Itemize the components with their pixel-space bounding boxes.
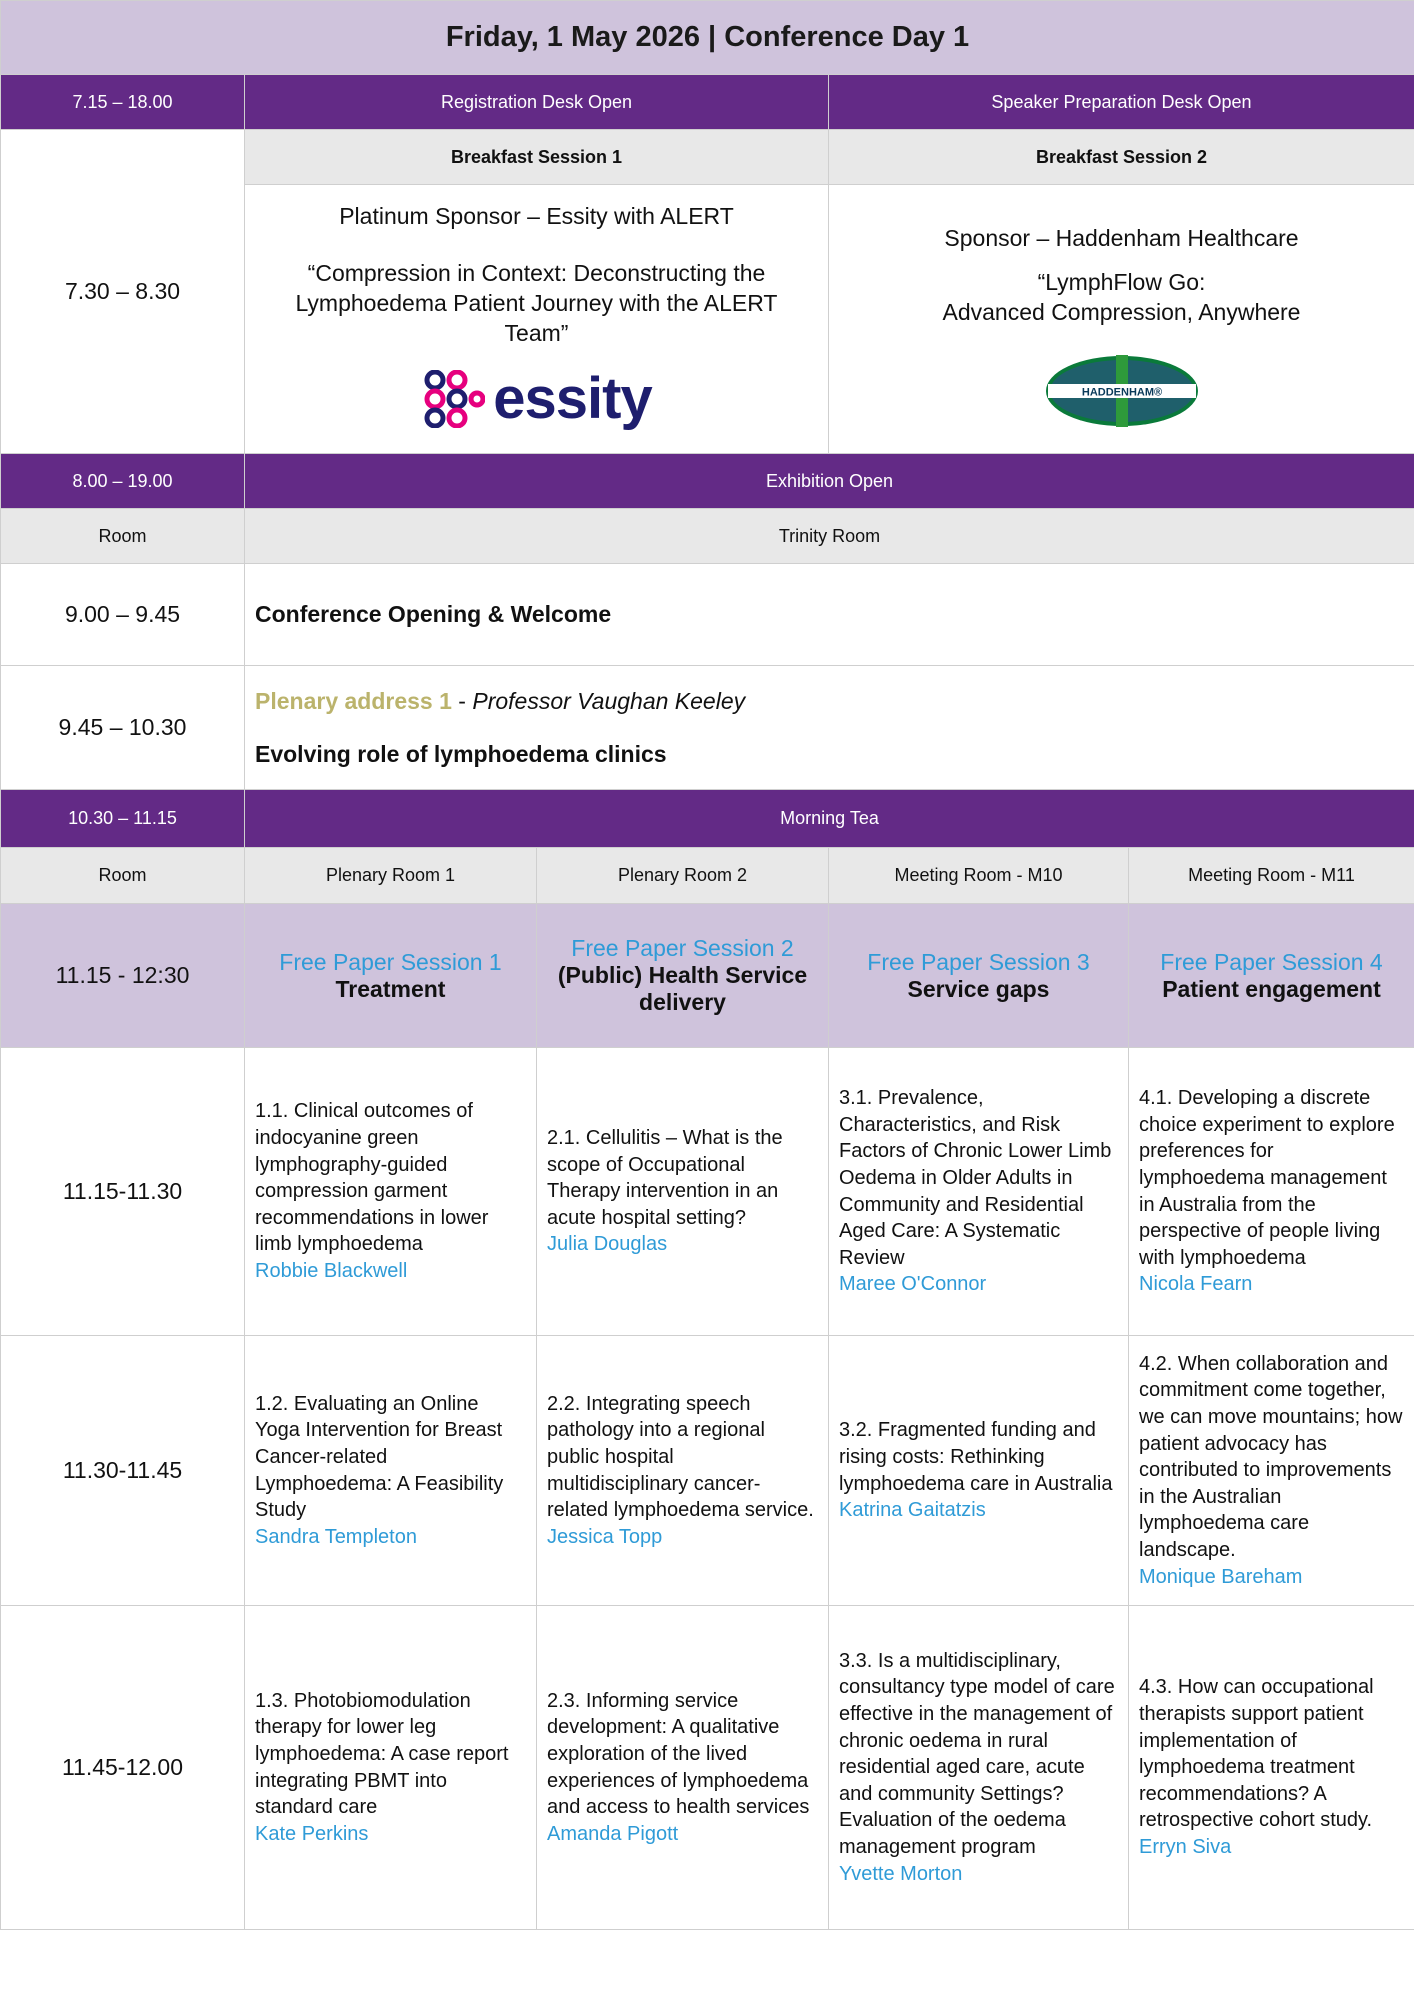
paper-title: 3.2. Fragmented funding and rising costs: Rethinking lymphoedema care in Australia (839, 1419, 1113, 1495)
paper-4-1 (1129, 1048, 1414, 1336)
paper-author: Erryn Siva (1139, 1835, 1232, 1858)
slot-row-3 (1, 1606, 1414, 1930)
paper-author: Jessica Topp (547, 1525, 663, 1548)
session-3-name: Free Paper Session 3 (867, 948, 1090, 975)
haddenham-talk-line1: “LymphFlow Go: (1037, 269, 1206, 296)
essity-logo-text: essity (493, 366, 652, 432)
registration-desk: Registration Desk Open (245, 75, 829, 130)
session-4 (1129, 904, 1414, 1048)
room-row-1 (1, 509, 1414, 564)
paper-title: 3.3. Is a multidisciplinary, consultancy type model of care effective in the management of chronic oedema in rural residential aged care, acute and community Settings? Evaluation of the oedema management program (839, 1649, 1115, 1858)
room-label-1: Room (1, 509, 245, 564)
room-2: Plenary Room 2 (537, 848, 829, 904)
paper-3-1 (829, 1048, 1129, 1336)
haddenham-logo-icon (1044, 354, 1200, 428)
room-1: Plenary Room 1 (245, 848, 537, 904)
page-title: Friday, 1 May 2026 | Conference Day 1 (1, 1, 1414, 75)
slot-3-time: 11.45-12.00 (1, 1606, 245, 1930)
session-3-theme: Service gaps (907, 975, 1050, 1002)
slot-row-2 (1, 1336, 1414, 1606)
slot-row-1 (1, 1048, 1414, 1336)
haddenham-sponsor: Sponsor – Haddenham Healthcare (944, 225, 1299, 252)
session-1 (245, 904, 537, 1048)
paper-title: 1.3. Photobiomodulation therapy for lower leg lymphoedema: A case report integrating PBMT into standard care (255, 1689, 509, 1819)
paper-author: Maree O'Connor (839, 1273, 987, 1296)
plenary-topic: Evolving role of lymphoedema clinics (255, 740, 667, 767)
speaker-desk: Speaker Preparation Desk Open (829, 75, 1414, 130)
paper-author: Nicola Fearn (1139, 1273, 1253, 1296)
slot-2-time: 11.30-11.45 (1, 1336, 245, 1606)
paper-author: Julia Douglas (547, 1233, 668, 1256)
paper-author: Yvette Morton (839, 1862, 963, 1885)
plenary-row (1, 666, 1414, 790)
paper-title: 4.2. When collaboration and commitment come together, we can move mountains; how patient advocacy has contributed to improvements in the Australian lymphoedema care landscape. (1139, 1352, 1403, 1561)
plenary-speaker: Professor Vaughan Keeley (472, 687, 746, 714)
session-4-name: Free Paper Session 4 (1160, 948, 1383, 975)
breakfast-session-1-label: Breakfast Session 1 (245, 130, 829, 185)
paper-3-3 (829, 1606, 1129, 1930)
paper-title: 2.3. Informing service development: A qualitative exploration of the lived experiences of lymphoedema and access to health services (547, 1689, 810, 1819)
session-2 (537, 904, 829, 1048)
session-2-theme: (Public) Health Service delivery (557, 962, 808, 1015)
essity-logo-icon (421, 370, 485, 428)
tea-time: 10.30 – 11.15 (1, 790, 245, 848)
plenary-separator: - (451, 687, 473, 714)
session-2-name: Free Paper Session 2 (571, 935, 794, 961)
paper-title: 1.1. Clinical outcomes of indocyanine green lymphography-guided compression garment recommendations in lower limb lymphoedema (255, 1100, 489, 1256)
paper-2-2 (537, 1336, 829, 1606)
room-3: Meeting Room - M10 (829, 848, 1129, 904)
paper-2-1 (537, 1048, 829, 1336)
plenary-label: Plenary address 1 (255, 687, 452, 714)
paper-1-3 (245, 1606, 537, 1930)
exhibition-label: Exhibition Open (245, 454, 1414, 509)
paper-author: Monique Bareham (1139, 1565, 1303, 1588)
room-4: Meeting Room - M11 (1129, 848, 1414, 904)
session-row (1, 904, 1414, 1048)
essity-talk-title: “Compression in Context: Deconstructing the Lymphoedema Patient Journey with the ALERT Team” (295, 260, 778, 347)
paper-title: 2.2. Integrating speech pathology into a regional public hospital multidisciplinary cancer-related lymphoedema service. (547, 1392, 814, 1522)
paper-author: Amanda Pigott (547, 1822, 679, 1845)
paper-title: 1.2. Evaluating an Online Yoga Intervention for Breast Cancer-related Lymphoedema: A Feasibility Study (255, 1392, 504, 1522)
session-1-name: Free Paper Session 1 (279, 948, 502, 975)
paper-3-2 (829, 1336, 1129, 1606)
exhibition-row (1, 454, 1414, 509)
trinity-room: Trinity Room (245, 509, 1414, 564)
essity-logo (255, 361, 818, 436)
session-4-theme: Patient engagement (1162, 975, 1381, 1002)
haddenham-logo-text: HADDENHAM® (1081, 386, 1162, 399)
opening-label: Conference Opening & Welcome (245, 564, 1414, 666)
exhibition-time: 8.00 – 19.00 (1, 454, 245, 509)
breakfast-label-row (1, 130, 1414, 185)
paper-1-1 (245, 1048, 537, 1336)
paper-title: 4.1. Developing a discrete choice experiment to explore preferences for lymphoedema management in Australia from the perspective of people living with lymphoedema (1139, 1087, 1395, 1269)
tea-label: Morning Tea (245, 790, 1414, 848)
session-time: 11.15 - 12:30 (1, 904, 245, 1048)
slot-1-time: 11.15-11.30 (1, 1048, 245, 1336)
paper-author: Kate Perkins (255, 1822, 369, 1845)
paper-1-2 (245, 1336, 537, 1606)
desk-row (1, 75, 1414, 130)
plenary-cell (245, 666, 1414, 790)
essity-sponsor: Platinum Sponsor – Essity with ALERT (339, 202, 734, 229)
paper-4-3 (1129, 1606, 1414, 1930)
haddenham-talk-line2: Advanced Compression, Anywhere (942, 298, 1301, 325)
breakfast-session-2 (829, 185, 1414, 454)
paper-title: 4.3. How can occupational therapists support patient implementation of lymphoedema treatment recommendations? A retrospective cohort study. (1139, 1676, 1374, 1832)
paper-2-3 (537, 1606, 829, 1930)
haddenham-logo (839, 354, 1404, 428)
room-label-2: Room (1, 848, 245, 904)
opening-time: 9.00 – 9.45 (1, 564, 245, 666)
paper-title: 3.1. Prevalence, Characteristics, and Risk Factors of Chronic Lower Limb Oedema in Older Adults in Community and Residential Aged Care: A Systematic Review (839, 1087, 1112, 1269)
opening-row (1, 564, 1414, 666)
paper-author: Katrina Gaitatzis (839, 1499, 986, 1522)
session-3 (829, 904, 1129, 1048)
paper-author: Sandra Templeton (255, 1525, 417, 1548)
room-row-2 (1, 848, 1414, 904)
paper-4-2 (1129, 1336, 1414, 1606)
title-row (1, 1, 1414, 75)
session-1-theme: Treatment (335, 975, 446, 1002)
tea-row (1, 790, 1414, 848)
plenary-time: 9.45 – 10.30 (1, 666, 245, 790)
paper-author: Robbie Blackwell (255, 1259, 408, 1282)
breakfast-time: 7.30 – 8.30 (1, 130, 245, 454)
paper-title: 2.1. Cellulitis – What is the scope of Occupational Therapy intervention in an acute hospital setting? (547, 1127, 783, 1229)
breakfast-session-1 (245, 185, 829, 454)
breakfast-session-2-label: Breakfast Session 2 (829, 130, 1414, 185)
desk-time: 7.15 – 18.00 (1, 75, 245, 130)
